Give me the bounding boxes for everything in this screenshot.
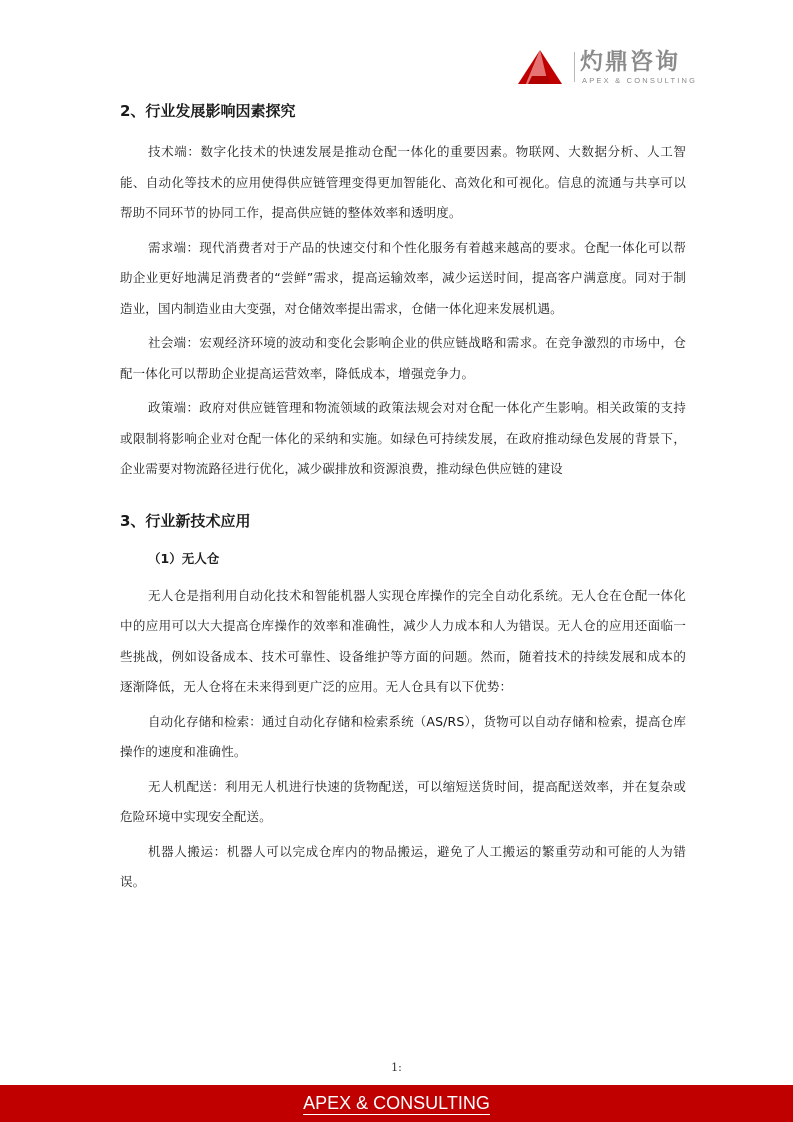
triangle-logo-icon: [518, 48, 562, 86]
logo-english-name: APEX & CONSULTING: [582, 76, 698, 85]
section-3-heading: 3、行业新技术应用: [120, 511, 251, 530]
footer-text-wrapper: [0, 1091, 793, 1115]
company-logo: [518, 48, 698, 88]
asrs-paragraph: 自动化存储和检索：通过自动化存储和检索系统（AS/RS），货物可以自动存储和检索，提高仓库操作的速度和准确性。: [120, 713, 686, 759]
document-body: [120, 97, 686, 898]
unmanned-warehouse-subheading: （1）无人仓: [148, 550, 220, 566]
social-factor-paragraph: 社会端：宏观经济环境的波动和变化会影响企业的供应链战略和需求。在竞争激烈的市场中，仓配一体化可以帮助企业提高运营效率，降低成本，增强竞争力。: [120, 335, 686, 381]
tech-factor-paragraph: 技术端：数字化技术的快速发展是推动仓配一体化的重要因素。物联网、大数据分析、人工智能、自动化等技术的应用使得供应链管理变得更加智能化、高效化和可视化。信息的流通与共享可以帮助不同环节的协同工作，提高供应链的整体效率和透明度。: [120, 144, 686, 220]
footer-bar: [0, 1085, 793, 1122]
footer-brand-text: APEX & CONSULTING: [303, 1093, 490, 1113]
drone-delivery-paragraph: 无人机配送：利用无人机进行快速的货物配送，可以缩短送货时间，提高配送效率，并在复杂或危险环境中实现安全配送。: [120, 778, 686, 824]
logo-divider: [574, 52, 575, 82]
unmanned-warehouse-intro-paragraph: 无人仓是指利用自动化技术和智能机器人实现仓库操作的完全自动化系统。无人仓在仓配一体化中的应用可以大大提高仓库操作的效率和准确性，减少人力成本和人为错误。无人仓的应用还面临一些挑战，例如设备成本、技术可靠性、设备维护等方面的问题。然而，随着技术的持续发展和成本的逐渐降低，无人仓将在未来得到更广泛的应用。无人仓具有以下优势：: [120, 587, 686, 694]
demand-factor-paragraph: 需求端：现代消费者对于产品的快速交付和个性化服务有着越来越高的要求。仓配一体化可以帮助企业更好地满足消费者的“尝鲜”需求，提高运输效率，减少运送时间，提高客户满意度。同对于制造业，国内制造业由大变强，对仓储效率提出需求，仓储一体化迎来发展机遇。: [120, 239, 686, 316]
logo-chinese-name: 灼鼎咨询: [580, 49, 680, 75]
robot-handling-paragraph: 机器人搬运：机器人可以完成仓库内的物品搬运，避免了人工搬运的繁重劳动和可能的人为错误。: [120, 843, 686, 889]
page-number: 1:: [391, 1061, 402, 1074]
section-2-heading: 2、行业发展影响因素探究: [120, 102, 296, 120]
policy-factor-paragraph: 政策端：政府对供应链管理和物流领域的政策法规会对对仓配一体化产生影响。相关政策的支持或限制将影响企业对仓配一体化的采纳和实施。如绿色可持续发展，在政府推动绿色发展的背景下，企业需要对物流路径进行优化，减少碳排放和资源浪费，推动绿色供应链的建设: [120, 400, 686, 476]
